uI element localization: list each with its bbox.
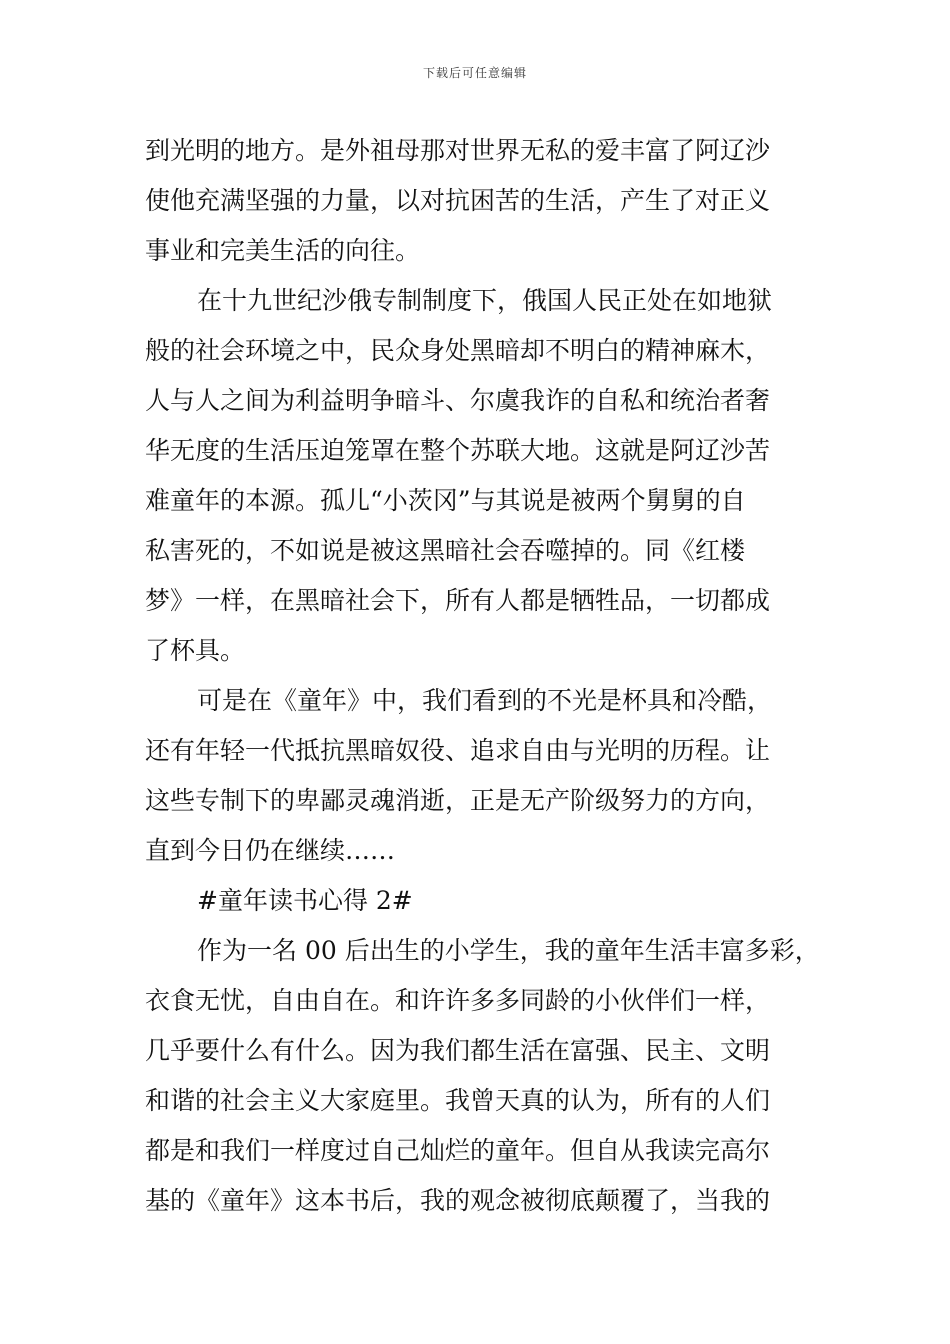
section-heading (145, 876, 825, 926)
page-header: 下载后可任意编辑 (422, 66, 527, 80)
text-line: 了杯具。 (145, 636, 246, 665)
text-line: 作为一名 00 后出生的小学生，我的童年生活丰富多彩， (197, 936, 820, 965)
text-line: 和谐的社会主义大家庭里。我曾天真的认为，所有的人们 (145, 1086, 771, 1115)
text-line: 难童年的本源。孤儿“小茨冈”与其说是被两个舅舅的自 (145, 486, 746, 515)
text-line: 都是和我们一样度过自己灿烂的童年。但自从我读完高尔 (145, 1136, 771, 1165)
text-line: 直到今日仍在继续…… (145, 836, 396, 865)
text-line: 还有年轻一代抵抗黑暗奴役、追求自由与光明的历程。让 (145, 736, 771, 765)
heading-line: #童年读书心得 2# (197, 886, 413, 915)
text-line: 梦》一样，在黑暗社会下，所有人都是牺牲品，一切都成 (145, 586, 771, 615)
text-line: 华无度的生活压迫笼罩在整个苏联大地。这就是阿辽沙苦 (145, 436, 771, 465)
text-line: 可是在《童年》中，我们看到的不光是杯具和冷酷， (197, 686, 773, 715)
text-line: 这些专制下的卑鄙灵魂消逝，正是无产阶级努力的方向， (145, 786, 771, 815)
text-line: 衣食无忧，自由自在。和许许多多同龄的小伙伴们一样， (145, 986, 771, 1015)
text-line: 私害死的，不如说是被这黑暗社会吞噬掉的。同《红楼 (145, 536, 746, 565)
paragraph (145, 676, 825, 876)
paragraph (145, 126, 825, 276)
text-line: 事业和完美生活的向往。 (145, 236, 421, 265)
text-line: 般的社会环境之中，民众身处黑暗却不明白的精神麻木， (145, 336, 771, 365)
text-line: 在十九世纪沙俄专制制度下，俄国人民正处在如地狱 (197, 286, 773, 315)
paragraph (145, 276, 825, 676)
document-body (145, 126, 825, 1226)
text-line: 到光明的地方。是外祖母那对世界无私的爱丰富了阿辽沙 (145, 136, 771, 165)
paragraph (145, 926, 825, 1226)
text-line: 几乎要什么有什么。因为我们都生活在富强、民主、文明 (145, 1036, 771, 1065)
text-line: 基的《童年》这本书后，我的观念被彻底颠覆了，当我的 (145, 1186, 771, 1215)
text-line: 使他充满坚强的力量，以对抗困苦的生活，产生了对正义 (145, 186, 771, 215)
text-line: 人与人之间为利益明争暗斗、尔虞我诈的自私和统治者奢 (145, 386, 771, 415)
